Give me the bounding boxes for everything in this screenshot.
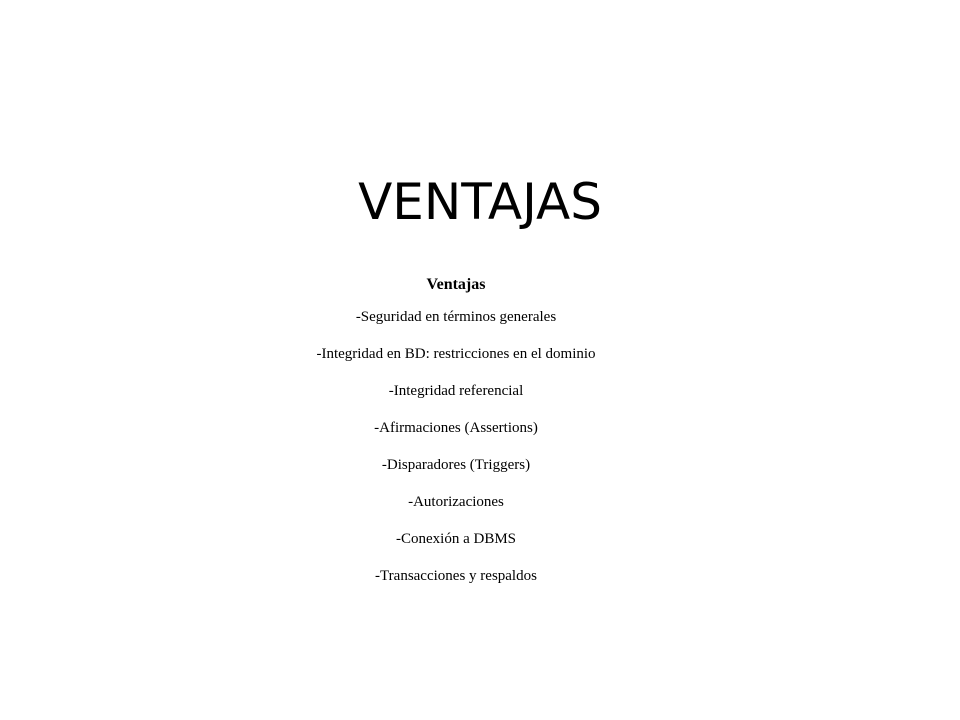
content-subtitle: Ventajas (426, 276, 486, 293)
list-item-disparadores: -Disparadores (Triggers) (381, 457, 531, 473)
list-item-integridad-referencial: -Integridad referencial (388, 383, 524, 399)
list-item-integridad-bd: -Integridad en BD: restricciones en el dominio (316, 346, 596, 362)
list-item-autorizaciones: -Autorizaciones (408, 494, 504, 510)
list-item-afirmaciones: -Afirmaciones (Assertions) (374, 420, 538, 436)
slide-title: VENTAJAS (358, 173, 602, 231)
list-item-seguridad: -Seguridad en términos generales (355, 309, 557, 325)
list-item-conexion-dbms: -Conexión a DBMS (396, 531, 516, 547)
list-item-transacciones: -Transacciones y respaldos (375, 568, 537, 584)
advantages-list (256, 308, 656, 586)
slide-content (256, 272, 656, 604)
